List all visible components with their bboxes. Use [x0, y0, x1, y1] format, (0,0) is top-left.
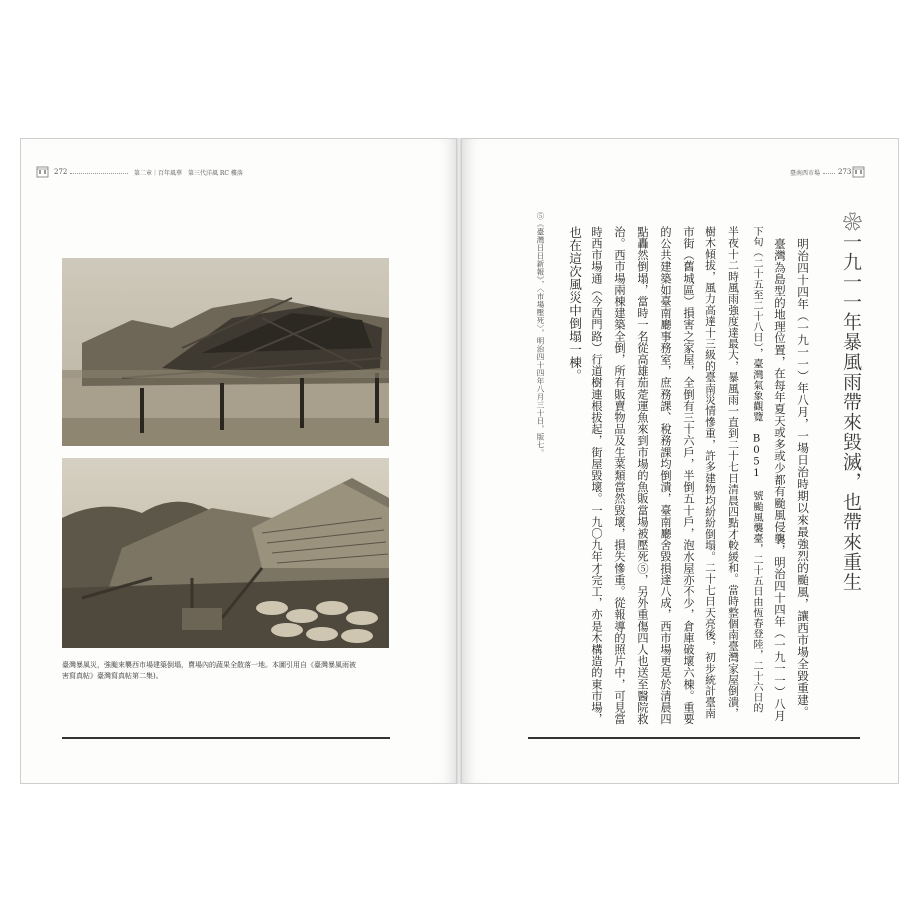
caption-line: 害寫真帖》臺灣寫真帖第二集)。	[62, 672, 163, 680]
left-bottom-rule	[62, 737, 390, 739]
body-text-column: 治。西市場兩棟建築全倒，所有販賣物品及生菜類當然毀壞，損失慘重。從報導的照片中，可見當	[613, 226, 626, 725]
building-ornament-icon	[852, 165, 865, 178]
header-leader-dots	[823, 173, 835, 174]
left-running-head: 第二章｜百年風華 第三代洋風 RC 樓落	[134, 170, 243, 177]
section-title	[838, 212, 865, 592]
body-text-column: 臺灣為島型的地理位置，在每年夏天或多或少都有颱風侵襲，明治四十四年（一九一一）八月	[773, 226, 787, 722]
body-text-column: 也在這次風災中倒塌一棟。	[567, 226, 582, 382]
body-text-column: 的公共建築如臺南廳事務室，庶務課、稅務課均倒潰，臺南廳舍毀損達八成，西市場更是於清晨四	[659, 226, 672, 725]
body-text-column: 時西市場通（今西門路）行道樹連根拔起，街屋毀壞。一九〇九年才完工，亦是木構造的東市場，	[590, 226, 603, 725]
right-page-number: 273	[838, 168, 852, 176]
right-bottom-rule	[528, 737, 860, 739]
flower-mark-icon: ❀	[840, 212, 862, 232]
right-running-header	[790, 168, 890, 180]
body-text-column: 下旬（二十五至二十八日），臺灣氣象觀覽 B051 號颱風襲臺，二十五日由恆春登陸，二十六日的	[751, 226, 762, 714]
body-text-column: 點轟然倒塌，當時一名從高雄茄萣運魚來到市場的魚販當場被壓死⑤，另外重傷四人也送至醫院救	[636, 226, 649, 725]
section-title-text: 一九一一年暴風雨帶來毀滅，也帶來重生	[840, 232, 862, 592]
left-page-number: 272	[54, 168, 68, 176]
photo-caption	[62, 660, 390, 682]
building-ornament-icon	[36, 165, 49, 178]
collapsed-roof-photo	[62, 458, 389, 648]
collapsed-market-photo	[62, 258, 389, 446]
right-running-head: 臺南西市場	[790, 170, 821, 177]
body-text-column: 市街（舊城區）損害之家屋，全倒有三十六戶，半倒五十戶，泡水屋亦不少，倉庫破壞六棟。重要	[682, 226, 695, 725]
left-running-header	[36, 168, 336, 180]
body-text-column: 明治四十四年（一九一一）年八月，一場日治時期以來最強烈的颱風，讓西市場全毀重建。	[796, 226, 810, 718]
body-text-column: 半夜十二時風雨強度達最大，暴風雨一直到二十七日清晨四點才較緩和。當時整個南臺灣家屋倒潰，	[727, 226, 740, 719]
header-leader-dots	[70, 173, 128, 174]
body-text-column: 樹木傾拔，風力高達十三級的臺南災情慘重，許多建物均紛紛倒塌。二十七日天亮後，初步統計臺南	[704, 226, 717, 719]
footnote: ⑤《臺灣日日新報》，〈市場壓死〉，明治四十四年八月三十日，版七。	[536, 212, 545, 457]
caption-line: 臺灣暴風災，強颱來襲西市場建築倒塌，賣場內的蔬果全散落一地。本圖引用自《臺灣暴風雨被	[62, 661, 356, 669]
